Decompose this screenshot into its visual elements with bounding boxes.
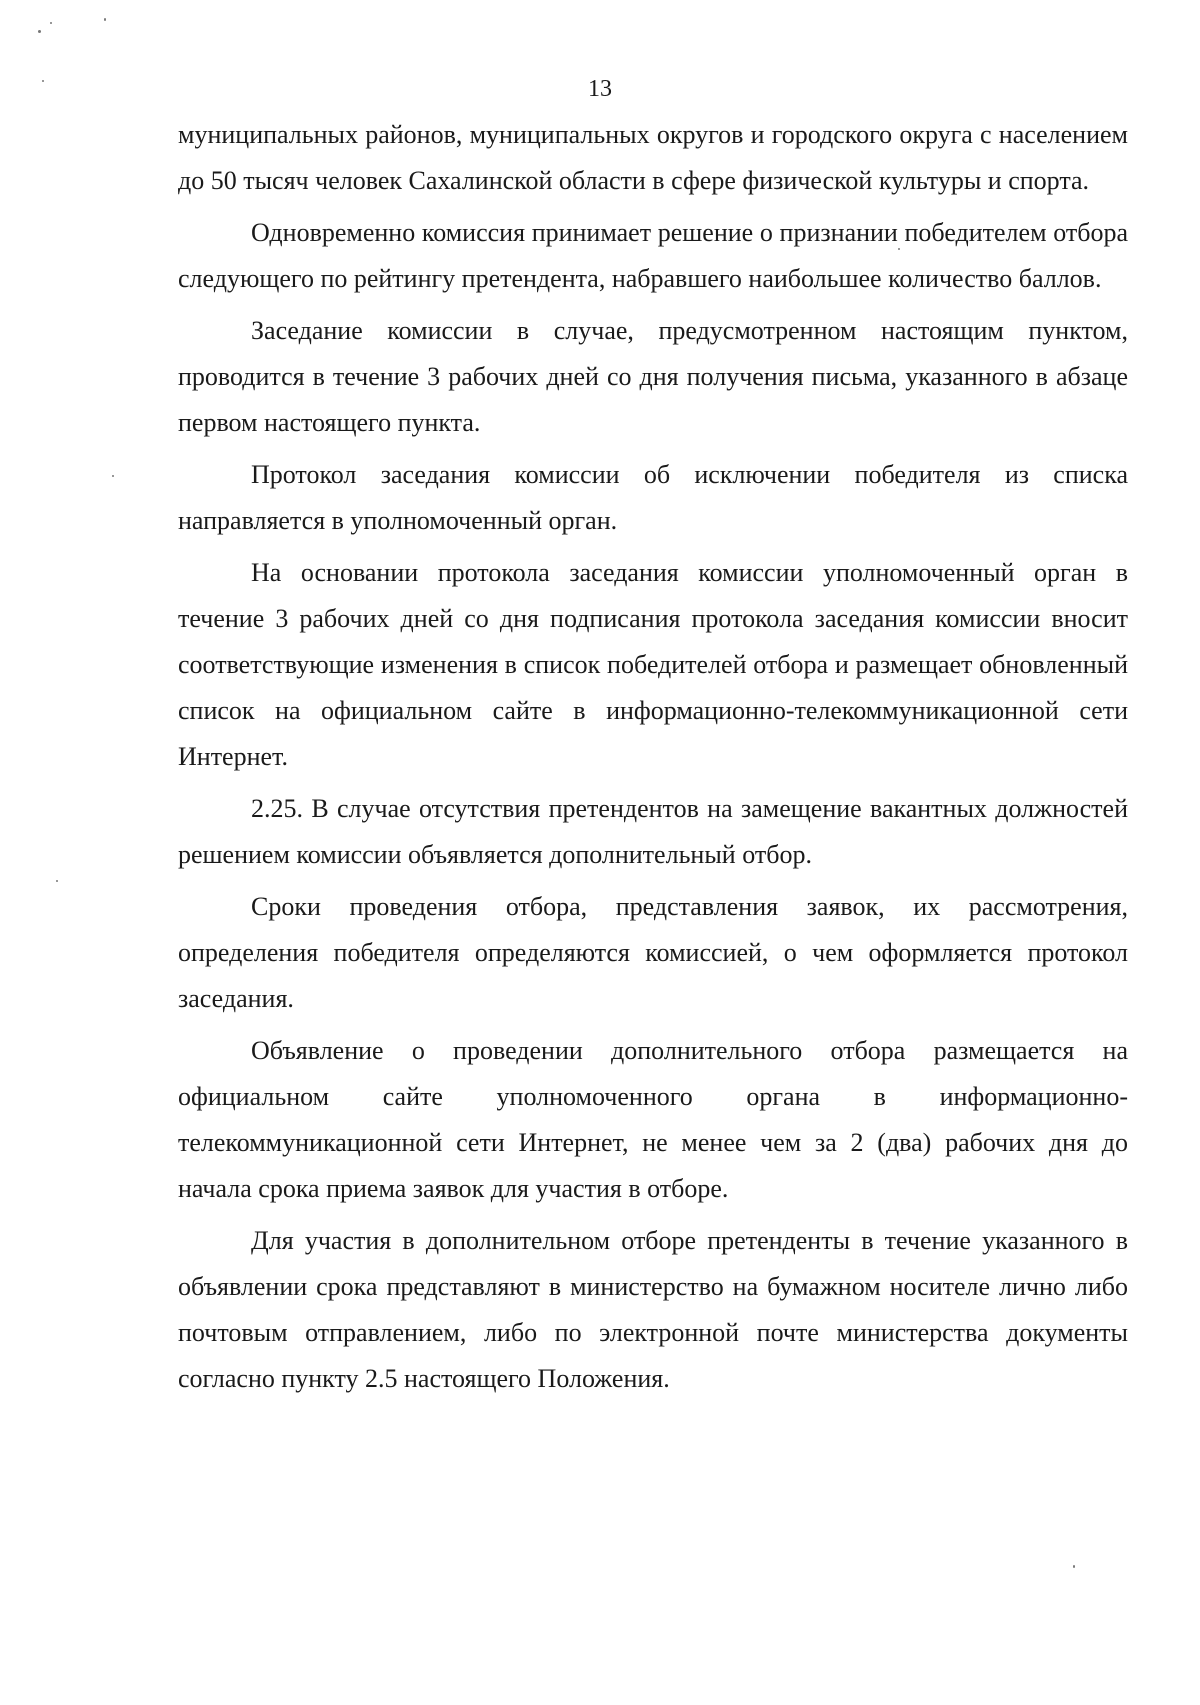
page-number: 13 [588,76,612,102]
paragraph-participation-documents: Для участия в дополнительном отборе претенденты в течение указанного в объявлении срока представляют в министерство на бумажном носителе лично либо почтовым отправлением, либо по электронной почте министерства документы согласно пункту 2.5 настоящего Положения. [178,1226,1128,1393]
scan-speck [38,30,41,33]
document-body [178,112,1128,1408]
paragraph-continuation: муниципальных районов, муниципальных округов и городского округа с населением до 50 тысяч человек Сахалинской области в сфере физической культуры и спорта. [178,120,1128,195]
scan-speck [50,22,52,24]
scan-speck [42,80,44,82]
paragraph-list-update: На основании протокола заседания комиссии уполномоченный орган в течение 3 рабочих дней со дня подписания протокола заседания комиссии вносит соответствующие изменения в список победителей отбора и размещает обновленный список на официальном сайте в информационно-телекоммуникационной сети Интернет. [178,558,1128,771]
paragraph-commission-decision: Одновременно комиссия принимает решение о признании победителем отбора следующего по рейтингу претендента, набравшего наибольшее количество баллов. [178,218,1128,293]
scan-speck [1073,1565,1075,1568]
scan-speck [898,248,900,250]
paragraph-meeting-term: Заседание комиссии в случае, предусмотренном настоящим пунктом, проводится в течение 3 рабочих дней со дня получения письма, указанного в абзаце первом настоящего пункта. [178,316,1128,437]
paragraph-announcement: Объявление о проведении дополнительного отбора размещается на официальном сайте уполномоченного органа в информационно-телекоммуникационной сети Интернет, не менее чем за 2 (два) рабочих дня до начала срока приема заявок для участия в отборе. [178,1036,1128,1203]
scan-speck [112,475,114,477]
paragraph-selection-terms: Сроки проведения отбора, представления заявок, их рассмотрения, определения победителя определяются комиссией, о чем оформляется протокол заседания. [178,892,1128,1013]
paragraph-protocol-exclusion: Протокол заседания комиссии об исключении победителя из списка направляется в уполномоченный орган. [178,460,1128,535]
paragraph-clause-2-25: 2.25. В случае отсутствия претендентов на замещение вакантных должностей решением комиссии объявляется дополнительный отбор. [178,794,1128,869]
scan-speck [104,18,106,21]
scan-speck [56,880,58,882]
